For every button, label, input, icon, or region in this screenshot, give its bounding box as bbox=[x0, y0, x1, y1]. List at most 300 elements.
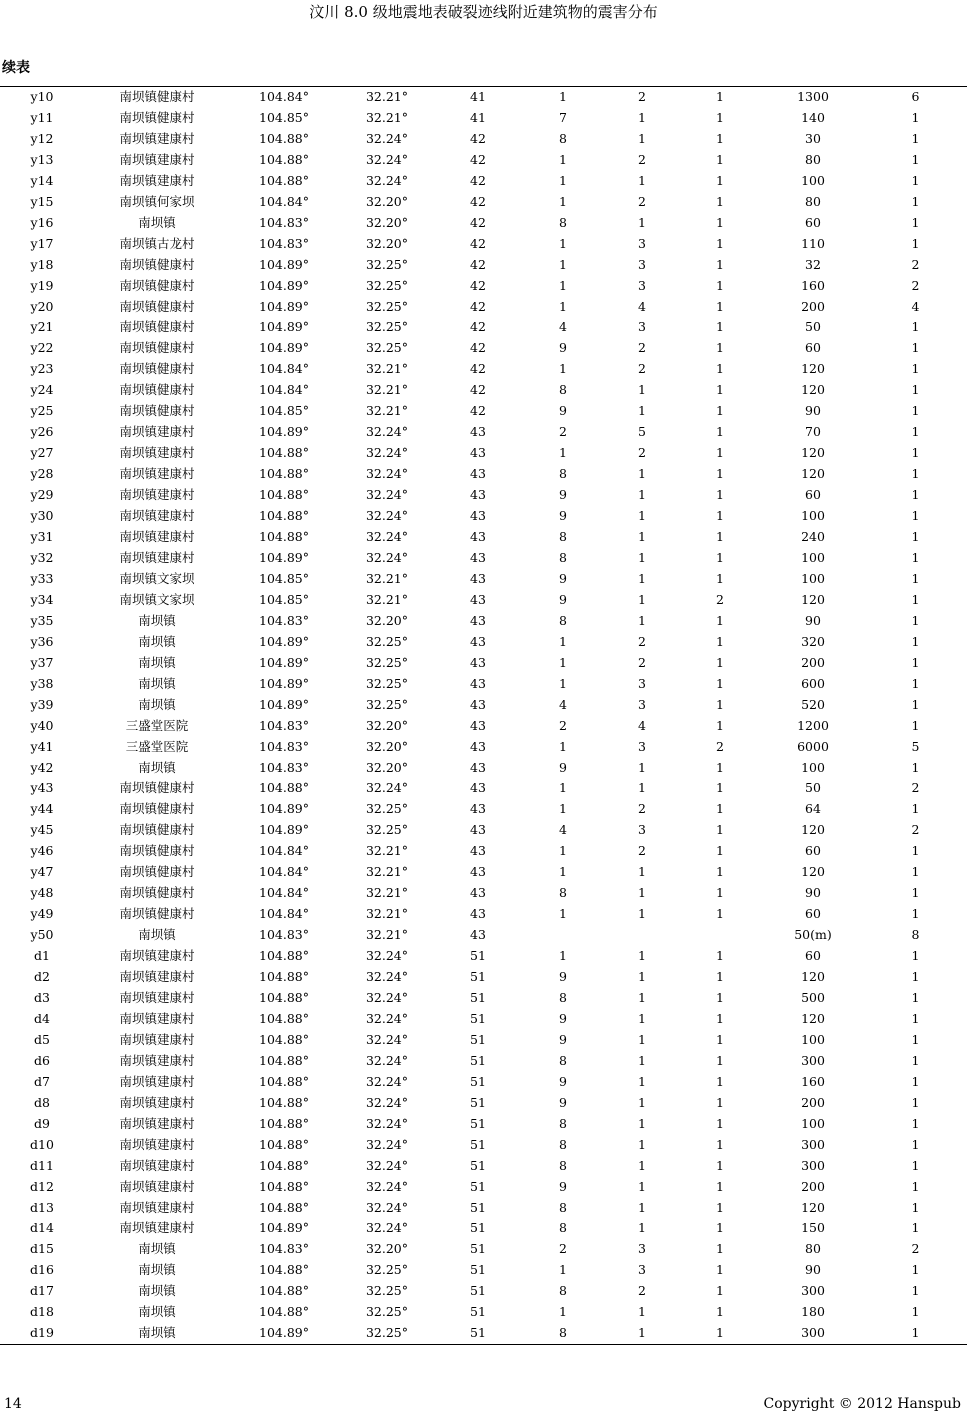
table-cell-col9: 100 bbox=[801, 549, 825, 565]
table-cell-location: 南坝镇建康村 bbox=[119, 151, 195, 167]
table-row bbox=[0, 1009, 967, 1030]
table-row bbox=[0, 1323, 967, 1344]
table-cell-col8: 1 bbox=[716, 214, 724, 230]
page-number: 14 bbox=[4, 1396, 22, 1412]
table-cell-longitude: 104.89° bbox=[259, 256, 309, 272]
table-cell-latitude: 32.25° bbox=[365, 801, 409, 817]
table-cell-col10: 1 bbox=[911, 654, 920, 670]
table-cell-latitude: 32.20° bbox=[365, 759, 409, 775]
table-cell-col6: 8 bbox=[559, 612, 567, 628]
table-cell-col10: 1 bbox=[911, 1073, 920, 1089]
table-cell-id: y12 bbox=[30, 130, 54, 146]
table-cell-location: 南坝镇健康村 bbox=[119, 906, 195, 922]
table-cell-col6: 1 bbox=[559, 298, 567, 314]
table-cell-col5: 51 bbox=[470, 1262, 486, 1278]
table-row bbox=[0, 150, 967, 171]
table-cell-col5: 43 bbox=[470, 675, 486, 691]
table-cell-location: 南坝镇健康村 bbox=[119, 277, 195, 293]
table-cell-id: y45 bbox=[30, 822, 54, 838]
table-cell-col5: 43 bbox=[470, 654, 486, 670]
table-cell-col5: 42 bbox=[470, 235, 486, 251]
table-cell-col8: 1 bbox=[716, 151, 724, 167]
table-cell-location: 南坝镇建康村 bbox=[119, 1157, 195, 1173]
table-cell-col6: 9 bbox=[559, 403, 567, 419]
table-cell-col5: 43 bbox=[470, 759, 486, 775]
table-cell-id: d14 bbox=[30, 1220, 54, 1236]
table-cell-col6: 8 bbox=[559, 1052, 567, 1068]
table-row bbox=[0, 632, 967, 653]
table-cell-col10: 1 bbox=[911, 759, 920, 775]
table-row bbox=[0, 841, 967, 862]
table-cell-col6: 9 bbox=[559, 759, 567, 775]
table-cell-col9: 80 bbox=[805, 151, 821, 167]
table-cell-col9: 600 bbox=[801, 675, 825, 691]
table-cell-latitude: 32.20° bbox=[365, 1241, 409, 1257]
table-cell-col7: 1 bbox=[638, 989, 646, 1005]
table-cell-location: 南坝镇建康村 bbox=[119, 1031, 195, 1047]
table-cell-longitude: 104.88° bbox=[259, 969, 309, 985]
table-cell-longitude: 104.89° bbox=[259, 1220, 309, 1236]
table-cell-col7: 3 bbox=[638, 1241, 646, 1257]
table-cell-col7: 1 bbox=[638, 906, 646, 922]
table-cell-col6: 8 bbox=[559, 130, 567, 146]
table-cell-latitude: 32.24° bbox=[365, 969, 409, 985]
table-cell-col8: 1 bbox=[716, 361, 724, 377]
table-cell-col8: 1 bbox=[716, 172, 724, 188]
table-cell-location: 南坝镇建康村 bbox=[119, 1010, 195, 1026]
table-cell-col10: 2 bbox=[911, 277, 920, 293]
table-cell-col10: 1 bbox=[911, 508, 920, 524]
table-cell-col9: 320 bbox=[801, 633, 825, 649]
table-row bbox=[0, 1156, 967, 1177]
table-cell-location: 南坝镇 bbox=[138, 1304, 176, 1320]
table-cell-longitude: 104.88° bbox=[259, 948, 309, 964]
building-damage-table bbox=[0, 86, 967, 1345]
table-cell-longitude: 104.88° bbox=[259, 172, 309, 188]
table-cell-location: 南坝镇建康村 bbox=[119, 487, 195, 503]
table-cell-location: 南坝镇建康村 bbox=[119, 1094, 195, 1110]
table-cell-col6: 1 bbox=[559, 361, 567, 377]
table-cell-col7: 1 bbox=[638, 612, 646, 628]
table-cell-longitude: 104.88° bbox=[259, 1052, 309, 1068]
table-cell-id: y14 bbox=[30, 172, 54, 188]
table-cell-id: d6 bbox=[34, 1052, 50, 1068]
table-cell-id: y16 bbox=[30, 214, 54, 230]
table-cell-col8: 1 bbox=[716, 1010, 724, 1026]
table-cell-col6: 9 bbox=[559, 969, 567, 985]
table-cell-col10: 2 bbox=[911, 822, 920, 838]
copyright-notice: Copyright © 2012 Hanspub bbox=[763, 1396, 961, 1412]
table-cell-col10: 1 bbox=[911, 591, 920, 607]
table-cell-col9: 100 bbox=[801, 759, 825, 775]
table-cell-col8: 1 bbox=[716, 1283, 724, 1299]
table-cell-latitude: 32.25° bbox=[365, 654, 409, 670]
table-cell-id: y40 bbox=[30, 717, 54, 733]
table-cell-col8: 1 bbox=[716, 319, 724, 335]
table-cell-latitude: 32.24° bbox=[365, 508, 409, 524]
table-cell-col6: 8 bbox=[559, 1199, 567, 1215]
table-cell-col5: 43 bbox=[470, 570, 486, 586]
table-cell-col9: 60 bbox=[805, 906, 821, 922]
table-cell-id: d7 bbox=[34, 1073, 50, 1089]
table-cell-location: 南坝镇古龙村 bbox=[119, 235, 195, 251]
table-cell-col8: 2 bbox=[716, 591, 724, 607]
table-cell-col8: 1 bbox=[716, 508, 724, 524]
table-row bbox=[0, 317, 967, 338]
table-cell-col9: 100 bbox=[801, 1031, 825, 1047]
table-cell-longitude: 104.88° bbox=[259, 1073, 309, 1089]
table-cell-latitude: 32.21° bbox=[365, 403, 409, 419]
table-cell-col8: 1 bbox=[716, 885, 724, 901]
table-cell-col9: 100 bbox=[801, 1115, 825, 1131]
table-cell-col6: 1 bbox=[559, 633, 567, 649]
table-cell-col8 bbox=[678, 925, 762, 946]
table-cell-col9: 80 bbox=[805, 193, 821, 209]
table-cell-col9: 80 bbox=[805, 1241, 821, 1257]
table-cell-col8: 1 bbox=[716, 633, 724, 649]
table-cell-latitude: 32.21° bbox=[365, 843, 409, 859]
table-cell-col7: 1 bbox=[638, 403, 646, 419]
table-cell-col8: 1 bbox=[716, 906, 724, 922]
table-cell-col7: 1 bbox=[638, 487, 646, 503]
table-cell-col10: 1 bbox=[911, 612, 920, 628]
table-row bbox=[0, 967, 967, 988]
table-cell-col10: 1 bbox=[911, 424, 920, 440]
table-cell-col8: 1 bbox=[716, 822, 724, 838]
table-cell-col8: 1 bbox=[716, 1220, 724, 1236]
table-cell-col7: 1 bbox=[638, 1052, 646, 1068]
table-row bbox=[0, 1030, 967, 1051]
table-cell-col9: 1300 bbox=[762, 87, 864, 108]
table-cell-id: y47 bbox=[30, 864, 54, 880]
table-row bbox=[0, 485, 967, 506]
table-cell-col7: 1 bbox=[638, 948, 646, 964]
table-cell-col10: 2 bbox=[911, 256, 920, 272]
table-cell-latitude: 32.21° bbox=[338, 87, 436, 108]
table-cell-longitude: 104.85° bbox=[259, 570, 309, 586]
table-cell-latitude: 32.24° bbox=[365, 549, 409, 565]
table-cell-id: d18 bbox=[30, 1304, 54, 1320]
table-cell-location: 南坝镇健康村 bbox=[119, 403, 195, 419]
table-row bbox=[0, 527, 967, 548]
table-cell-col8: 1 bbox=[716, 675, 724, 691]
table-row bbox=[0, 192, 967, 213]
table-cell-col6: 1 bbox=[520, 87, 606, 108]
table-cell-col9: 60 bbox=[805, 487, 821, 503]
table-cell-col8: 1 bbox=[716, 1136, 724, 1152]
table-cell-col5: 51 bbox=[470, 1283, 486, 1299]
table-cell-col7: 1 bbox=[638, 864, 646, 880]
table-cell-col7: 3 bbox=[638, 822, 646, 838]
table-cell-col10: 1 bbox=[911, 403, 920, 419]
table-cell-latitude: 32.25° bbox=[365, 256, 409, 272]
table-cell-col9: 90 bbox=[805, 612, 821, 628]
table-cell-location: 南坝镇 bbox=[138, 654, 176, 670]
table-cell-col7: 1 bbox=[638, 1157, 646, 1173]
table-cell-location: 南坝镇文家坝 bbox=[119, 570, 195, 586]
table-row bbox=[0, 758, 967, 779]
table-cell-col9: 100 bbox=[801, 570, 825, 586]
table-cell-id: y46 bbox=[30, 843, 54, 859]
table-cell-col8: 1 bbox=[716, 1241, 724, 1257]
table-cell-col8: 1 bbox=[716, 529, 724, 545]
table-cell-longitude: 104.88° bbox=[259, 989, 309, 1005]
table-cell-col5: 51 bbox=[470, 1073, 486, 1089]
table-cell-col10: 1 bbox=[911, 675, 920, 691]
table-cell-col9: 300 bbox=[801, 1052, 825, 1068]
table-cell-col5: 43 bbox=[470, 591, 486, 607]
table-cell-col7: 1 bbox=[638, 1136, 646, 1152]
table-row bbox=[0, 422, 967, 443]
table-cell-col10: 8 bbox=[911, 927, 920, 943]
table-cell-col9: 50 bbox=[805, 319, 821, 335]
table-cell-id: d12 bbox=[30, 1178, 54, 1194]
table-cell-col6: 8 bbox=[559, 549, 567, 565]
table-cell-col10: 2 bbox=[911, 1241, 920, 1257]
table-cell-col9: 60 bbox=[805, 948, 821, 964]
table-cell-longitude: 104.84° bbox=[259, 382, 309, 398]
table-cell-col8: 1 bbox=[716, 1115, 724, 1131]
table-row bbox=[0, 611, 967, 632]
table-cell-col7: 1 bbox=[638, 1199, 646, 1215]
table-cell-col5: 43 bbox=[470, 612, 486, 628]
table-cell-latitude: 32.24° bbox=[365, 445, 409, 461]
table-cell-col9: 520 bbox=[801, 696, 825, 712]
table-cell-col8: 1 bbox=[716, 1199, 724, 1215]
table-cell-location: 南坝镇健康村 bbox=[119, 319, 195, 335]
table-cell-id: y36 bbox=[30, 633, 54, 649]
table-cell-col9: 1200 bbox=[797, 717, 829, 733]
table-cell-longitude: 104.88° bbox=[259, 1031, 309, 1047]
table-cell-col10: 1 bbox=[864, 1323, 967, 1344]
table-cell-col5: 51 bbox=[436, 1323, 520, 1344]
table-cell-col6: 1 bbox=[559, 675, 567, 691]
table-cell-id: y37 bbox=[30, 654, 54, 670]
table-cell-longitude: 104.88° bbox=[259, 1136, 309, 1152]
table-cell-id: y18 bbox=[30, 256, 54, 272]
table-cell-latitude: 32.24° bbox=[365, 130, 409, 146]
table-cell-col5: 42 bbox=[470, 319, 486, 335]
table-cell-col8: 1 bbox=[716, 109, 724, 125]
table-cell-id: d2 bbox=[34, 969, 50, 985]
table-cell-id: d11 bbox=[30, 1157, 54, 1173]
table-cell-longitude: 104.88° bbox=[259, 529, 309, 545]
table-cell-col5: 51 bbox=[470, 1031, 486, 1047]
table-cell-col10: 1 bbox=[911, 1178, 920, 1194]
table-cell-col5: 51 bbox=[470, 948, 486, 964]
table-cell-col7: 5 bbox=[638, 424, 646, 440]
table-cell-col7: 1 bbox=[638, 1094, 646, 1110]
table-cell-latitude: 32.20° bbox=[365, 193, 409, 209]
table-cell-col5: 51 bbox=[470, 1199, 486, 1215]
table-cell-col9: 300 bbox=[801, 1283, 825, 1299]
table-cell-col6: 2 bbox=[559, 424, 567, 440]
table-cell-col7: 1 bbox=[638, 1220, 646, 1236]
table-cell-col10: 1 bbox=[911, 1031, 920, 1047]
table-cell-location: 南坝镇健康村 bbox=[119, 885, 195, 901]
table-cell-latitude: 32.20° bbox=[365, 612, 409, 628]
table-cell-col8: 1 bbox=[716, 1073, 724, 1089]
table-cell-latitude: 32.21° bbox=[365, 885, 409, 901]
table-cell-col10: 1 bbox=[911, 948, 920, 964]
table-cell-id: d10 bbox=[30, 1136, 54, 1152]
table-cell-col8: 1 bbox=[716, 759, 724, 775]
table-cell-id: y41 bbox=[30, 738, 54, 754]
table-cell-longitude: 104.89° bbox=[259, 801, 309, 817]
table-row bbox=[0, 737, 967, 758]
table-cell-latitude: 32.24° bbox=[365, 424, 409, 440]
table-cell-col7: 1 bbox=[638, 214, 646, 230]
table-cell-col5: 42 bbox=[470, 130, 486, 146]
table-cell-longitude: 104.88° bbox=[259, 508, 309, 524]
table-cell-latitude: 32.24° bbox=[365, 989, 409, 1005]
table-cell-col9: 50(m) bbox=[794, 927, 832, 943]
table-cell-col6: 1 bbox=[559, 445, 567, 461]
table-cell-location: 南坝镇 bbox=[138, 612, 176, 628]
table-cell-col7: 3 bbox=[638, 1262, 646, 1278]
table-cell-col10: 1 bbox=[911, 109, 920, 125]
table-row bbox=[0, 569, 967, 590]
table-cell-col9: 200 bbox=[801, 1178, 825, 1194]
running-header: 汶川 8.0 级地震地表破裂迹线附近建筑物的震害分布 bbox=[309, 3, 658, 21]
table-cell-col9: 300 bbox=[801, 1157, 825, 1173]
table-cell-longitude: 104.88° bbox=[259, 130, 309, 146]
table-cell-longitude: 104.88° bbox=[259, 487, 309, 503]
table-cell-col8: 1 bbox=[716, 843, 724, 859]
table-cell-col10: 1 bbox=[911, 151, 920, 167]
table-cell-col7: 1 bbox=[638, 885, 646, 901]
table-cell-col7: 1 bbox=[638, 570, 646, 586]
table-cell-col9: 120 bbox=[801, 361, 825, 377]
table-cell-longitude: 104.88° bbox=[259, 1178, 309, 1194]
table-cell-col10: 1 bbox=[911, 529, 920, 545]
table-cell-col8: 1 bbox=[716, 256, 724, 272]
table-row bbox=[0, 695, 967, 716]
table-cell-latitude: 32.25° bbox=[365, 822, 409, 838]
table-cell-location: 南坝镇 bbox=[138, 759, 176, 775]
table-cell-col8: 1 bbox=[678, 1323, 762, 1344]
table-cell-location: 南坝镇健康村 bbox=[84, 87, 230, 108]
table-cell-col6: 9 bbox=[559, 591, 567, 607]
table-cell-col10: 1 bbox=[911, 1094, 920, 1110]
table-cell-col6: 9 bbox=[559, 340, 567, 356]
table-cell-col8: 1 bbox=[716, 864, 724, 880]
table-cell-col5: 42 bbox=[470, 214, 486, 230]
table-row bbox=[0, 1218, 967, 1239]
table-row bbox=[0, 548, 967, 569]
table-cell-longitude: 104.89° bbox=[259, 654, 309, 670]
table-cell-location: 南坝镇文家坝 bbox=[119, 591, 195, 607]
table-cell-col8: 1 bbox=[716, 235, 724, 251]
table-cell-col6: 8 bbox=[559, 885, 567, 901]
table-row bbox=[0, 443, 967, 464]
table-cell-col6: 1 bbox=[559, 738, 567, 754]
table-row bbox=[0, 1239, 967, 1260]
table-cell-col5: 43 bbox=[470, 906, 486, 922]
table-cell-location: 南坝镇建康村 bbox=[119, 1073, 195, 1089]
table-cell-col6: 8 bbox=[559, 214, 567, 230]
table-cell-col5: 43 bbox=[470, 780, 486, 796]
table-cell-col8: 1 bbox=[716, 445, 724, 461]
table-cell-col5: 42 bbox=[470, 361, 486, 377]
table-cell-latitude: 32.25° bbox=[365, 298, 409, 314]
table-cell-latitude: 32.24° bbox=[365, 1199, 409, 1215]
table-cell-location: 南坝镇 bbox=[138, 1283, 176, 1299]
table-row bbox=[0, 862, 967, 883]
table-cell-col8: 1 bbox=[716, 193, 724, 209]
table-cell-col6: 2 bbox=[559, 717, 567, 733]
table-cell-longitude: 104.83° bbox=[259, 759, 309, 775]
table-cell-col8: 1 bbox=[716, 801, 724, 817]
table-cell-location: 南坝镇 bbox=[138, 675, 176, 691]
table-cell-latitude: 32.21° bbox=[365, 927, 409, 943]
table-cell-col5: 51 bbox=[470, 1094, 486, 1110]
table-cell-col8: 1 bbox=[716, 298, 724, 314]
table-cell-col9: 240 bbox=[801, 529, 825, 545]
table-row bbox=[0, 1260, 967, 1281]
table-cell-location: 南坝镇建康村 bbox=[119, 508, 195, 524]
table-cell-col10: 1 bbox=[911, 193, 920, 209]
table-cell-latitude: 32.20° bbox=[365, 738, 409, 754]
table-cell-col5: 43 bbox=[470, 885, 486, 901]
table-cell-col7: 1 bbox=[638, 508, 646, 524]
table-cell-col8: 1 bbox=[716, 1262, 724, 1278]
table-cell-col7: 2 bbox=[638, 633, 646, 649]
table-cell-id: y42 bbox=[30, 759, 54, 775]
table-cell-col10: 1 bbox=[911, 1115, 920, 1131]
table-cell-col5: 43 bbox=[470, 843, 486, 859]
table-cell-col6: 1 bbox=[559, 843, 567, 859]
table-cell-id: d3 bbox=[34, 989, 50, 1005]
table-cell-longitude: 104.88° bbox=[259, 1115, 309, 1131]
table-cell-col6: 8 bbox=[559, 1283, 567, 1299]
table-cell-col10: 1 bbox=[911, 466, 920, 482]
table-cell-longitude: 104.83° bbox=[259, 717, 309, 733]
table-cell-col8: 2 bbox=[716, 738, 724, 754]
table-cell-location: 南坝镇建康村 bbox=[119, 948, 195, 964]
table-cell-latitude: 32.25° bbox=[338, 1323, 436, 1344]
table-row bbox=[0, 674, 967, 695]
table-cell-col6: 1 bbox=[559, 151, 567, 167]
table-cell-latitude: 32.24° bbox=[365, 1031, 409, 1047]
table-cell-location: 南坝镇健康村 bbox=[119, 822, 195, 838]
table-cell-id: d19 bbox=[0, 1323, 84, 1344]
table-cell-id: d5 bbox=[34, 1031, 50, 1047]
table-cell-col10: 1 bbox=[911, 549, 920, 565]
table-cell-col9: 90 bbox=[805, 403, 821, 419]
table-cell-location: 三盛堂医院 bbox=[125, 738, 189, 754]
table-cell-longitude: 104.89° bbox=[230, 1323, 338, 1344]
table-cell-longitude: 104.85° bbox=[259, 109, 309, 125]
table-cell-id: y49 bbox=[30, 906, 54, 922]
table-cell-col10: 1 bbox=[911, 1010, 920, 1026]
table-cell-col5: 42 bbox=[470, 403, 486, 419]
table-cell-col8: 1 bbox=[716, 1052, 724, 1068]
table-cell-col9: 32 bbox=[805, 256, 821, 272]
table-cell-latitude: 32.25° bbox=[365, 696, 409, 712]
table-cell-col8: 1 bbox=[716, 487, 724, 503]
table-cell-location: 南坝镇建康村 bbox=[119, 424, 195, 440]
table-cell-longitude: 104.88° bbox=[259, 1283, 309, 1299]
table-cell-longitude: 104.84° bbox=[230, 87, 338, 108]
table-cell-longitude: 104.89° bbox=[259, 298, 309, 314]
table-cell-col10: 1 bbox=[911, 1199, 920, 1215]
table-cell-id: d8 bbox=[34, 1094, 50, 1110]
table-cell-col8: 1 bbox=[716, 948, 724, 964]
table-cell-col8: 1 bbox=[716, 1094, 724, 1110]
table-row bbox=[0, 1281, 967, 1302]
table-cell-col5: 41 bbox=[470, 109, 486, 125]
